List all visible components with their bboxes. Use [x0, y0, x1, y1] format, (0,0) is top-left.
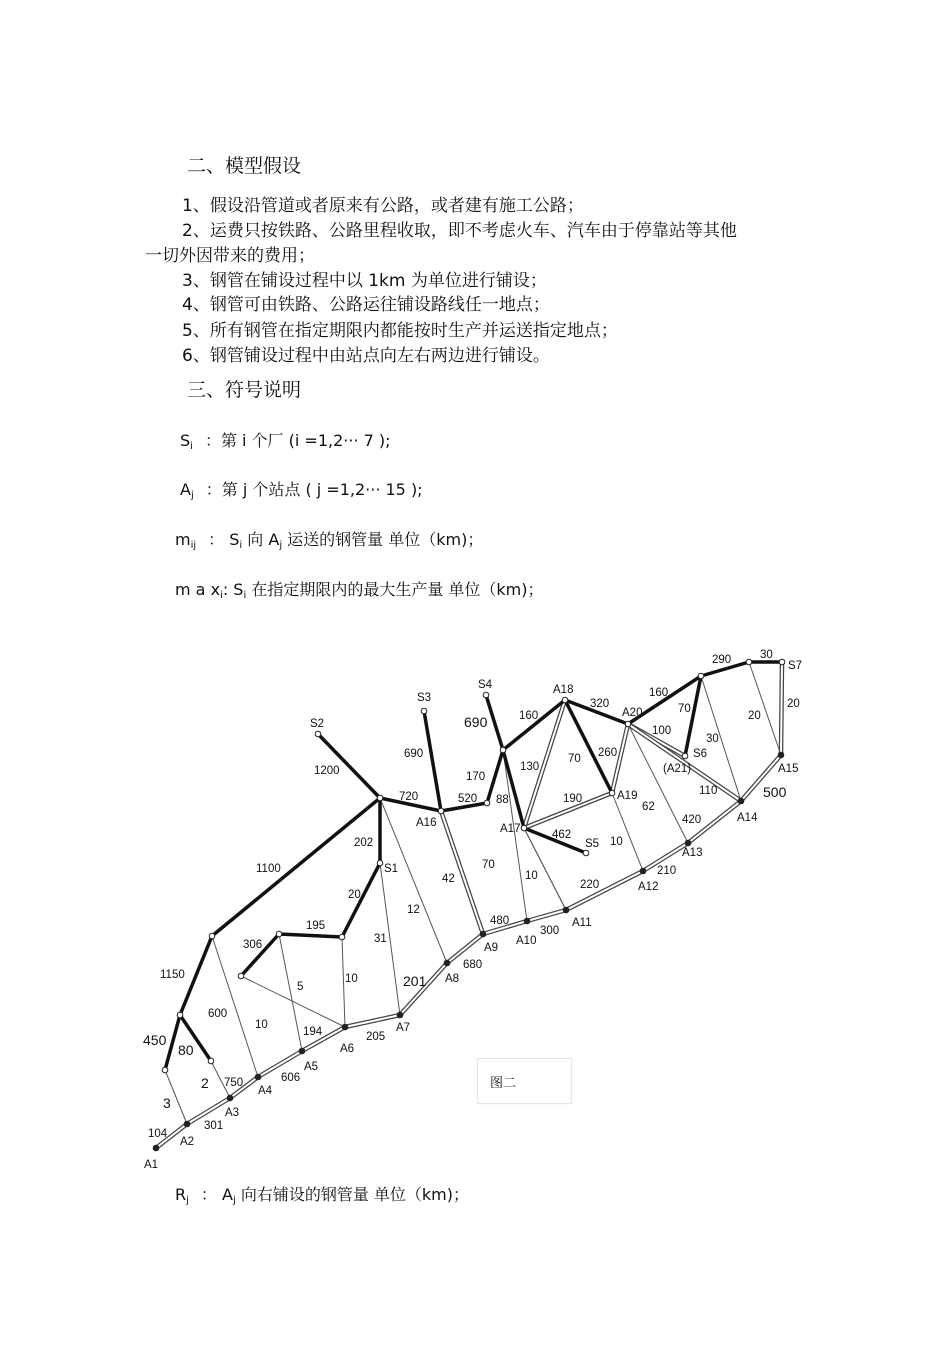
edge-label-lower-2: 2	[201, 1075, 209, 1091]
symbol-max: m a $x_i$: $S_i$ 在指定期限内的最大生产量 单位（km)；	[175, 580, 544, 601]
node-label-a6: A6	[340, 1043, 355, 1055]
edge-label-a11-a12: 220	[580, 879, 600, 891]
node-j	[377, 795, 383, 801]
edge-label-left-a3: 600	[208, 1008, 228, 1020]
edge-label-a20-s6: 70	[678, 703, 691, 715]
node-a1	[153, 1145, 159, 1151]
edge-label-a8-a9: 680	[463, 959, 483, 971]
edge-label-a18-a19b: 260	[598, 747, 618, 759]
node-s7	[779, 659, 785, 665]
edge-label-a16-node: 520	[458, 793, 478, 805]
node-a15	[778, 752, 784, 758]
edge-label-s3-a16: 690	[404, 748, 424, 760]
edge-label-a13-62: 62	[642, 801, 655, 813]
node-l4	[208, 1058, 214, 1064]
edge-rail-inner-A7-A8	[400, 963, 447, 1015]
edge-label-a17-a18: 160	[519, 710, 539, 722]
edge-label-s1-a8: 12	[407, 904, 420, 916]
edge-label-top-290: 290	[712, 654, 732, 666]
edge-label-s4-top: 690	[464, 714, 488, 730]
node-a19	[609, 790, 615, 796]
edge-label-a18-a19: 70	[568, 753, 581, 765]
node-a11	[563, 907, 569, 913]
node-label-a20: A20	[622, 707, 643, 719]
edge-label-mid-10a: 10	[345, 973, 358, 985]
edge-label-a14-a15: 500	[763, 784, 787, 800]
node-a17	[521, 825, 527, 831]
assumption-item-4: 4、钢管可由铁路、公路运往铺设路线任一地点；	[182, 295, 550, 315]
assumption-item-1: 1、假设沿管道或者原来有公路，或者建有施工公路；	[182, 196, 584, 216]
edge-road-L1-A4	[212, 936, 258, 1077]
node-l2	[177, 1012, 183, 1018]
assumption-item-2-cont: 一切外因带来的费用；	[145, 246, 315, 266]
node-label-a18: A18	[553, 684, 574, 696]
edge-label-s6-30: 30	[706, 733, 719, 745]
edge-label-a17-branch: 170	[466, 771, 486, 783]
edge-label-a20-top: 160	[649, 687, 669, 699]
edge-label-a16-a9: 70	[482, 859, 495, 871]
network-edges	[156, 662, 782, 1148]
edge-label-a7-a8: 201	[403, 973, 427, 989]
node-label-a8: A8	[445, 973, 460, 985]
node-label-a5: A5	[304, 1061, 319, 1073]
node-a4	[255, 1074, 261, 1080]
assumption-item-3: 3、钢管在铺设过程中以 1km 为单位进行铺设；	[182, 271, 547, 291]
edge-label-a4-a5: 606	[281, 1072, 301, 1084]
edge-label-a10-a11: 300	[540, 925, 560, 937]
node-a8	[444, 960, 450, 966]
node-b	[484, 800, 490, 806]
node-a18	[562, 697, 568, 703]
edge-rail-inner-A15-S7	[781, 662, 782, 755]
node-s3	[421, 708, 427, 714]
node-label-a16: A16	[416, 817, 437, 829]
edge-pipe-S3-A16	[424, 711, 441, 811]
node-m1	[276, 931, 282, 937]
edge-road-A19-A12	[612, 793, 643, 871]
edge-label-a16-a8: 42	[442, 873, 455, 885]
edge-label-a18-130: 130	[520, 761, 540, 773]
edge-label-a13-a14: 420	[682, 814, 702, 826]
node-a10	[524, 918, 530, 924]
edge-label-a17-a19: 190	[563, 793, 583, 805]
edge-label-left-306: 306	[243, 939, 263, 951]
node-c	[500, 747, 506, 753]
node-m2	[339, 934, 345, 940]
section-title-assumptions: 二、模型假设	[187, 155, 302, 177]
node-label-a3: A3	[225, 1107, 240, 1119]
edge-rail-inner-A11-A12	[566, 871, 643, 910]
node-s6	[682, 753, 688, 759]
node-a20	[625, 721, 631, 727]
edge-label-junction-left: 1100	[256, 863, 281, 875]
node-label-s6: S6	[693, 748, 708, 760]
edge-pipe-S4-C	[486, 695, 503, 750]
node-label-a11: A11	[572, 917, 592, 929]
node-label-s3: S3	[417, 692, 432, 704]
node-label-a13: A13	[682, 847, 703, 859]
node-l3	[162, 1067, 168, 1073]
node-label-a12: A12	[638, 881, 659, 893]
edge-label-a18-a20: 320	[590, 698, 610, 710]
edge-label-s2-junction: 1200	[314, 765, 340, 777]
edge-label-a19-10: 10	[610, 836, 623, 848]
edge-label-s1-a7: 31	[374, 933, 387, 945]
edge-label-a12-a13: 210	[657, 865, 677, 877]
node-label-a17: A17	[500, 823, 521, 835]
edge-pipe-T-S6	[685, 676, 701, 756]
node-label-a4: A4	[258, 1085, 273, 1097]
node-t	[698, 673, 704, 679]
edge-label-lower-3: 3	[163, 1095, 171, 1111]
symbol-r-j: $R_j$ ： $A_j$ 向右铺设的钢管量 单位（km)；	[175, 1185, 470, 1206]
edge-label-a1-a2: 104	[148, 1128, 168, 1140]
node-label-s4: S4	[478, 679, 493, 691]
node-label-a15: A15	[778, 763, 799, 775]
node-label-a7: A7	[396, 1022, 411, 1034]
node-t2	[746, 659, 752, 665]
edge-label-mid-195: 195	[306, 920, 326, 932]
edge-label-top-20: 20	[748, 710, 761, 722]
assumption-item-5: 5、所有钢管在指定期限内都能按时生产并运送指定地点；	[182, 321, 618, 341]
edge-label-a6-a7: 205	[366, 1031, 386, 1043]
edge-label-a14-110: 110	[699, 785, 718, 797]
node-label-a19: A19	[617, 790, 638, 802]
assumption-item-6: 6、钢管铺设过程中由站点向左右两边进行铺设。	[182, 346, 550, 366]
edge-label-a15-s7: 20	[787, 698, 800, 710]
edge-pipe-L1-L2	[180, 936, 212, 1015]
symbol-a-j: $A_j$ ：第 j 个站点 ( j =1,2··· 15 );	[180, 480, 423, 501]
node-a2	[184, 1121, 190, 1127]
edge-label-a17-a11: 10	[525, 870, 538, 882]
node-a3	[227, 1095, 233, 1101]
edge-label-node-a17: 88	[496, 794, 509, 806]
edge-label-a20-a21: 100	[652, 725, 672, 737]
node-s1	[377, 860, 383, 866]
node-label-a9: A9	[484, 942, 499, 954]
edge-label-mid-5: 5	[297, 981, 304, 993]
node-label-s2: S2	[310, 718, 325, 730]
node-a12	[640, 868, 646, 874]
edge-road-C-A10	[503, 750, 527, 921]
edge-rail-inner-A6-A7	[345, 1015, 400, 1027]
section-title-symbols: 三、符号说明	[187, 379, 302, 401]
node-a14	[738, 798, 744, 804]
figure-caption: 图二	[490, 1076, 517, 1091]
edge-label-lower-80: 80	[178, 1042, 194, 1058]
node-s2	[315, 731, 321, 737]
node-label-s7: S7	[788, 660, 803, 672]
node-s5	[583, 850, 589, 856]
node-label-s1: S1	[384, 863, 399, 875]
node-l1	[209, 933, 215, 939]
node-label-a2: A2	[180, 1136, 195, 1148]
node-a7	[397, 1012, 403, 1018]
node-label-a1: A1	[144, 1159, 159, 1171]
node-a6	[342, 1024, 348, 1030]
symbol-m-ij: $m_{ij}$ ： $S_i$ 向 $A_j$ 运送的钢管量 单位（km)；	[175, 530, 484, 551]
edge-pipe-M2-M1	[279, 934, 342, 937]
symbol-s-i: $S_i$ ：第 i 个厂 (i =1,2··· 7 );	[180, 431, 391, 452]
node-label-a10: A10	[516, 935, 537, 947]
edge-label-left-lower: 450	[143, 1032, 167, 1048]
edge-label-a3-a4: 750	[224, 1077, 244, 1089]
edge-label-a9-a10: 480	[490, 915, 510, 927]
node-label-a14: A14	[737, 812, 758, 824]
node-a9	[480, 931, 486, 937]
edge-road-T2-A15	[749, 662, 781, 755]
node-a13	[685, 840, 691, 846]
node-label-a21: (A21)	[663, 763, 692, 775]
edge-label-s1-down: 20	[348, 889, 361, 901]
edge-label-junction-a16: 720	[399, 791, 419, 803]
edge-label-junction-s1: 202	[354, 837, 374, 849]
edge-label-a17-s5: 462	[552, 829, 572, 841]
node-label-s5: S5	[585, 838, 600, 850]
edge-label-left-down: 1150	[160, 969, 185, 981]
node-a16	[438, 808, 444, 814]
node-s4	[483, 692, 489, 698]
edge-label-mid-10b: 10	[255, 1019, 268, 1031]
node-a5	[299, 1048, 305, 1054]
assumption-item-2: 2、运费只按铁路、公路里程收取，即不考虑火车、汽车由于停靠站等其他	[182, 221, 737, 241]
node-m3	[238, 973, 244, 979]
edge-label-s7-top: 30	[760, 649, 773, 661]
edge-rail-inner-A10-A11	[527, 910, 566, 921]
edge-label-a5-a6: 194	[303, 1026, 323, 1038]
edge-label-a2-a3: 301	[204, 1120, 224, 1132]
